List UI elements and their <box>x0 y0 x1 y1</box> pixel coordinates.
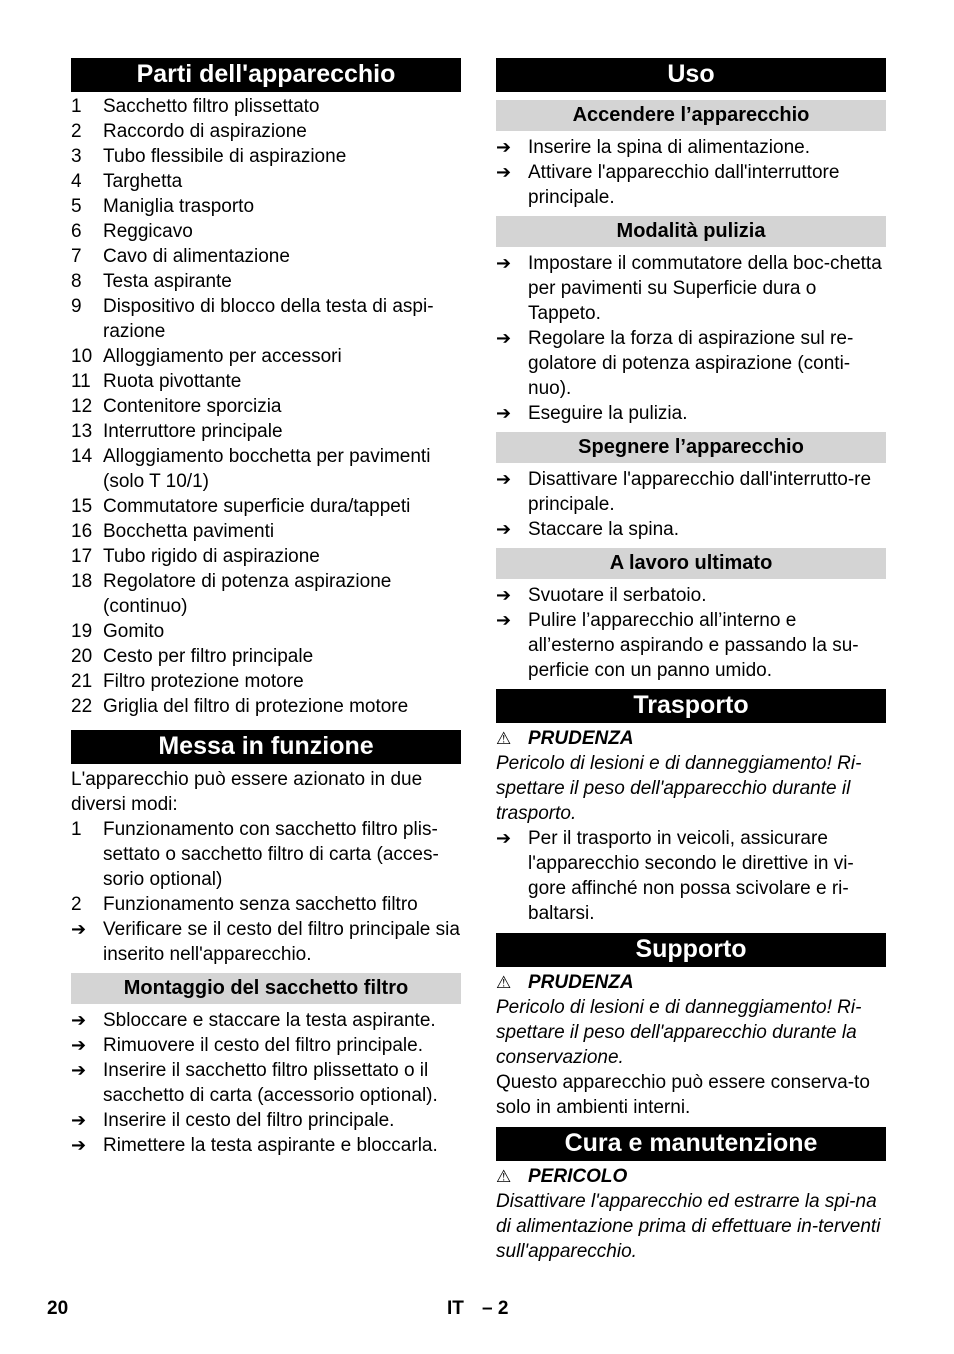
item-text: Commutatore superficie dura/tappeti <box>103 496 411 517</box>
item-text: Inserire il cesto del filtro principale. <box>103 1110 395 1131</box>
item-number: 8 <box>71 271 82 292</box>
warning-label: ⚠ PRUDENZA <box>496 972 634 993</box>
list-item <box>71 169 461 194</box>
section-title-commissioning: Messa in funzione <box>71 730 461 764</box>
done-steps <box>496 583 886 683</box>
item-text: Griglia del filtro di protezione motore <box>103 696 409 717</box>
list-item <box>71 1058 461 1108</box>
item-number: 16 <box>71 521 93 542</box>
list-item <box>71 369 461 394</box>
item-number: 4 <box>71 171 82 192</box>
list-item <box>71 1108 461 1133</box>
section-title-care: Cura e manutenzione <box>496 1127 886 1161</box>
item-number: 11 <box>71 371 91 392</box>
warning-triangle-icon: ⚠ <box>496 973 512 992</box>
list-item <box>496 517 886 542</box>
subsection-title-mode: Modalità pulizia <box>496 216 886 247</box>
mode-steps <box>496 251 886 426</box>
off-steps <box>496 467 886 542</box>
warning-label: ⚠ PRUDENZA <box>496 728 634 749</box>
item-text: Sbloccare e staccare la testa aspirante. <box>103 1010 436 1031</box>
warning-triangle-icon: ⚠ <box>496 1167 512 1186</box>
item-number: 19 <box>71 621 93 642</box>
item-number: 3 <box>71 146 82 167</box>
item-text: Disattivare l'apparecchio dall'interrutto-re principale. <box>528 469 872 515</box>
list-item <box>71 119 461 144</box>
subsection-title-bag: Montaggio del sacchetto filtro <box>71 973 461 1004</box>
item-text: Contenitore sporcizia <box>103 396 282 417</box>
list-item <box>71 219 461 244</box>
item-number: 21 <box>71 671 93 692</box>
item-text: Inserire il sacchetto filtro plissettato o il sacchetto di carta (accessorio optional). <box>103 1060 438 1106</box>
list-item <box>496 160 886 210</box>
arrow-icon: ➔ <box>496 610 512 630</box>
warning-label: ⚠ PERICOLO <box>496 1166 628 1187</box>
item-number: 18 <box>71 571 93 592</box>
item-text: Dispositivo di blocco della testa di aspi-razione <box>103 296 434 342</box>
section-title-parts: Parti dell'apparecchio <box>71 58 461 92</box>
list-item <box>71 1033 461 1058</box>
list-item <box>71 544 461 569</box>
item-number: 7 <box>71 246 82 267</box>
right-column <box>496 58 886 1264</box>
list-item <box>71 244 461 269</box>
parts-list <box>71 94 461 719</box>
warning-text: Pericolo di lesioni e di danneggiamento! Ri-spettare il peso dell'apparecchio durante il trasporto. <box>496 753 862 824</box>
commissioning-intro: L'apparecchio può essere azionato in due diversi modi: <box>71 769 423 815</box>
list-item <box>496 326 886 401</box>
item-text: Filtro protezione motore <box>103 671 304 692</box>
list-item <box>496 135 886 160</box>
arrow-icon: ➔ <box>496 253 512 273</box>
item-text: Targhetta <box>103 171 183 192</box>
item-text: Tubo flessibile di aspirazione <box>103 146 347 167</box>
bag-steps <box>71 1008 461 1158</box>
list-item <box>71 444 461 494</box>
arrow-icon: ➔ <box>71 1135 87 1155</box>
list-item <box>496 608 886 683</box>
item-number: 1 <box>71 96 82 117</box>
subsection-title-off: Spegnere l’apparecchio <box>496 432 886 463</box>
item-text: Bocchetta pavimenti <box>103 521 275 542</box>
item-text: Alloggiamento bocchetta per pavimenti (solo T 10/1) <box>103 446 431 492</box>
page-sub: – 2 <box>482 1298 509 1319</box>
item-text: Cesto per filtro principale <box>103 646 314 667</box>
item-text: Ruota pivottante <box>103 371 242 392</box>
item-number: 2 <box>71 894 82 915</box>
item-number: 1 <box>71 819 82 840</box>
arrow-icon: ➔ <box>71 1060 87 1080</box>
item-text: Attivare l'apparecchio dall'interruttore principale. <box>528 162 840 208</box>
list-item <box>71 569 461 619</box>
warning-text: Disattivare l'apparecchio ed estrarre la spi-na di alimentazione prima di effettuare in-terventi sull'apparecchio. <box>496 1191 881 1262</box>
item-number: 6 <box>71 221 82 242</box>
item-number: 22 <box>71 696 93 717</box>
arrow-icon: ➔ <box>496 137 512 157</box>
list-item <box>496 467 886 517</box>
item-text: Sacchetto filtro plissettato <box>103 96 320 117</box>
arrow-icon: ➔ <box>496 328 512 348</box>
list-item <box>496 251 886 326</box>
item-text: Staccare la spina. <box>528 519 680 540</box>
subsection-title-done: A lavoro ultimato <box>496 548 886 579</box>
item-number: 2 <box>71 121 82 142</box>
section-title-storage: Supporto <box>496 933 886 967</box>
item-number: 5 <box>71 196 82 217</box>
item-text: Interruttore principale <box>103 421 283 442</box>
item-text: Impostare il commutatore della boc-chetta per pavimenti su Superficie dura o Tappeto. <box>528 253 882 324</box>
list-item <box>71 644 461 669</box>
list-item <box>71 892 461 917</box>
item-text: Funzionamento con sacchetto filtro plis-settato o sacchetto filtro di carta (acces-sorio optional) <box>103 819 439 890</box>
item-text: Regolare la forza di aspirazione sul re-golatore di potenza aspirazione (conti-nuo). <box>528 328 854 399</box>
item-text: Eseguire la pulizia. <box>528 403 688 424</box>
arrow-icon: ➔ <box>71 919 87 939</box>
item-number: 14 <box>71 446 93 467</box>
arrow-icon: ➔ <box>71 1010 87 1030</box>
list-item <box>71 269 461 294</box>
list-item <box>71 94 461 119</box>
arrow-icon: ➔ <box>496 469 512 489</box>
storage-text: Questo apparecchio può essere conserva-to solo in ambienti interni. <box>496 1072 870 1118</box>
language-code: IT <box>447 1298 464 1319</box>
section-title-use: Uso <box>496 58 886 92</box>
list-item <box>496 583 886 608</box>
list-item <box>71 419 461 444</box>
arrow-icon: ➔ <box>496 162 512 182</box>
item-number: 20 <box>71 646 93 667</box>
left-column <box>71 58 461 1158</box>
list-item <box>71 394 461 419</box>
item-number: 9 <box>71 296 82 317</box>
on-steps <box>496 135 886 210</box>
list-item <box>71 344 461 369</box>
item-text: Regolatore di potenza aspirazione (continuo) <box>103 571 392 617</box>
subsection-title-on: Accendere l’apparecchio <box>496 100 886 131</box>
arrow-icon: ➔ <box>496 403 512 423</box>
list-item: ➔ Per il trasporto in veicoli, assicurare l'apparecchio secondo le direttive in vi-gore affinché non possa scivolare e ri-baltarsi. <box>496 828 854 924</box>
item-text: Funzionamento senza sacchetto filtro <box>103 894 418 915</box>
item-number: 13 <box>71 421 93 442</box>
item-number: 17 <box>71 546 93 567</box>
item-text: Alloggiamento per accessori <box>103 346 342 367</box>
list-item <box>71 694 461 719</box>
item-text: Maniglia trasporto <box>103 196 255 217</box>
item-number: 15 <box>71 496 93 517</box>
item-number: 12 <box>71 396 93 417</box>
item-text: Cavo di alimentazione <box>103 246 290 267</box>
item-text: Testa aspirante <box>103 271 232 292</box>
list-item <box>71 1008 461 1033</box>
list-item: ➔ Verificare se il cesto del filtro principale sia inserito nell'apparecchio. <box>71 919 460 965</box>
page-number: 20 <box>47 1298 69 1319</box>
warning-triangle-icon: ⚠ <box>496 729 512 748</box>
list-item <box>71 619 461 644</box>
list-item <box>71 519 461 544</box>
arrow-icon: ➔ <box>496 828 512 848</box>
list-item <box>71 294 461 344</box>
arrow-icon: ➔ <box>71 1110 87 1130</box>
list-item <box>71 194 461 219</box>
list-item <box>71 817 461 892</box>
warning-text: Pericolo di lesioni e di danneggiamento! Ri-spettare il peso dell'apparecchio durante la conservazione. <box>496 997 862 1068</box>
list-item <box>71 144 461 169</box>
modes-list <box>71 817 461 917</box>
item-text: Rimettere la testa aspirante e bloccarla. <box>103 1135 438 1156</box>
section-title-transport: Trasporto <box>496 689 886 723</box>
item-text: Gomito <box>103 621 165 642</box>
arrow-icon: ➔ <box>496 519 512 539</box>
arrow-icon: ➔ <box>71 1035 87 1055</box>
item-text: Pulire l’apparecchio all’interno e all’esterno aspirando e passando la su-perficie con un panno umido. <box>528 610 859 681</box>
item-text: Reggicavo <box>103 221 193 242</box>
item-text: Tubo rigido di aspirazione <box>103 546 320 567</box>
item-text: Svuotare il serbatoio. <box>528 585 707 606</box>
item-text: Rimuovere il cesto del filtro principale. <box>103 1035 423 1056</box>
arrow-icon: ➔ <box>496 585 512 605</box>
list-item <box>496 401 886 426</box>
list-item <box>71 1133 461 1158</box>
list-item <box>71 669 461 694</box>
list-item <box>71 494 461 519</box>
item-text: Raccordo di aspirazione <box>103 121 307 142</box>
item-number: 10 <box>71 346 93 367</box>
item-text: Inserire la spina di alimentazione. <box>528 137 810 158</box>
